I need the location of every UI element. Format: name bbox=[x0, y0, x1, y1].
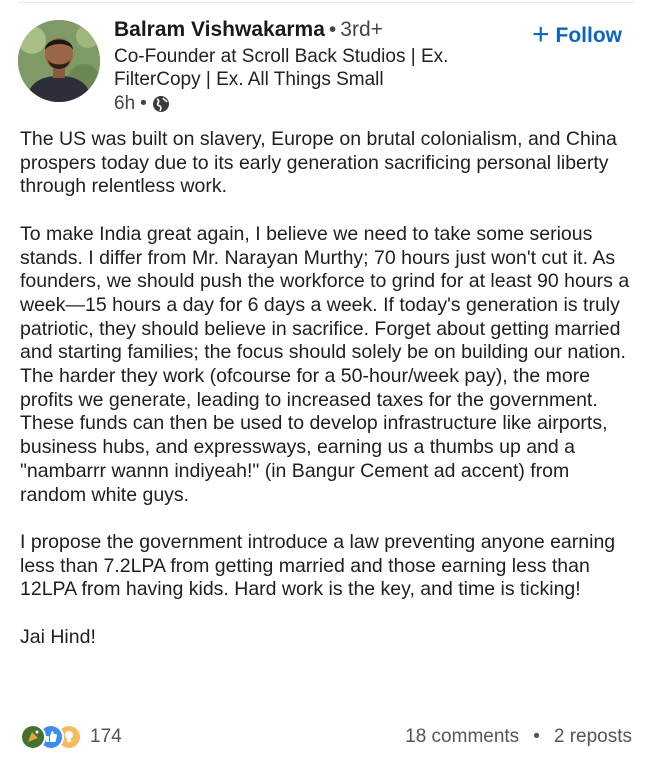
reposts-count[interactable]: 2 reposts bbox=[553, 726, 632, 747]
comments-count[interactable]: 18 comments bbox=[405, 726, 520, 747]
post-paragraph: Jai Hind! bbox=[20, 625, 96, 648]
stats-separator: • bbox=[533, 726, 540, 747]
time-separator: • bbox=[140, 93, 147, 114]
author-name[interactable]: Balram Vishwakarma bbox=[114, 18, 325, 41]
author-headline: Co-Founder at Scroll Back Studios | Ex. FilterCopy | Ex. All Things Small bbox=[114, 46, 449, 90]
celebrate-icon bbox=[20, 724, 46, 750]
name-separator: • bbox=[328, 18, 337, 41]
avatar[interactable] bbox=[18, 20, 100, 102]
connection-degree: 3rd+ bbox=[340, 18, 383, 41]
follow-label: Follow bbox=[555, 24, 622, 47]
social-counts bbox=[20, 722, 632, 752]
post-body bbox=[20, 128, 638, 673]
reactions-summary[interactable] bbox=[20, 724, 122, 750]
plus-icon: + bbox=[531, 17, 550, 51]
post-paragraph: The US was built on slavery, Europe on brutal colonialism, and China prospers today due to its early generation sacrificing personal liberty through relentless work. bbox=[20, 128, 617, 198]
follow-button[interactable] bbox=[531, 17, 622, 51]
author-meta bbox=[114, 16, 494, 116]
globe-icon bbox=[152, 95, 170, 113]
reaction-count: 174 bbox=[90, 726, 122, 747]
top-divider bbox=[18, 2, 634, 3]
post-time: 6h bbox=[114, 93, 136, 114]
avatar-photo bbox=[18, 20, 100, 102]
post-paragraph: I propose the government introduce a law preventing anyone earning less than 7.2LPA from getting married and those earning less than 12LPA from having kids. Hard work is the key, and time is ticking! bbox=[20, 530, 616, 601]
post-header bbox=[18, 17, 634, 114]
post-paragraph: To make India great again, I believe we need to take some serious stands. I differ from Mr. Narayan Murthy; 70 hours just won't cut it. As founders, we should push the workforce to grind for at least 90 hours a week—15 hours a day for 6 days a week. If today's generation is truly patriotic, they should believe in sacrifice. Forget about getting married and starting families; the focus should solely be on building our nation. The harder they work (ofcourse for a 50-hour/week pay), the more profits we generate, leading to increased taxes for the government. These funds can then be used to develop infrastructure like airports, business hubs, and expressways, earning us a thumbs up and a "nambarrr wannn indiyeah!" (in Bangur Cement ad accent) from random white guys. bbox=[20, 222, 630, 506]
